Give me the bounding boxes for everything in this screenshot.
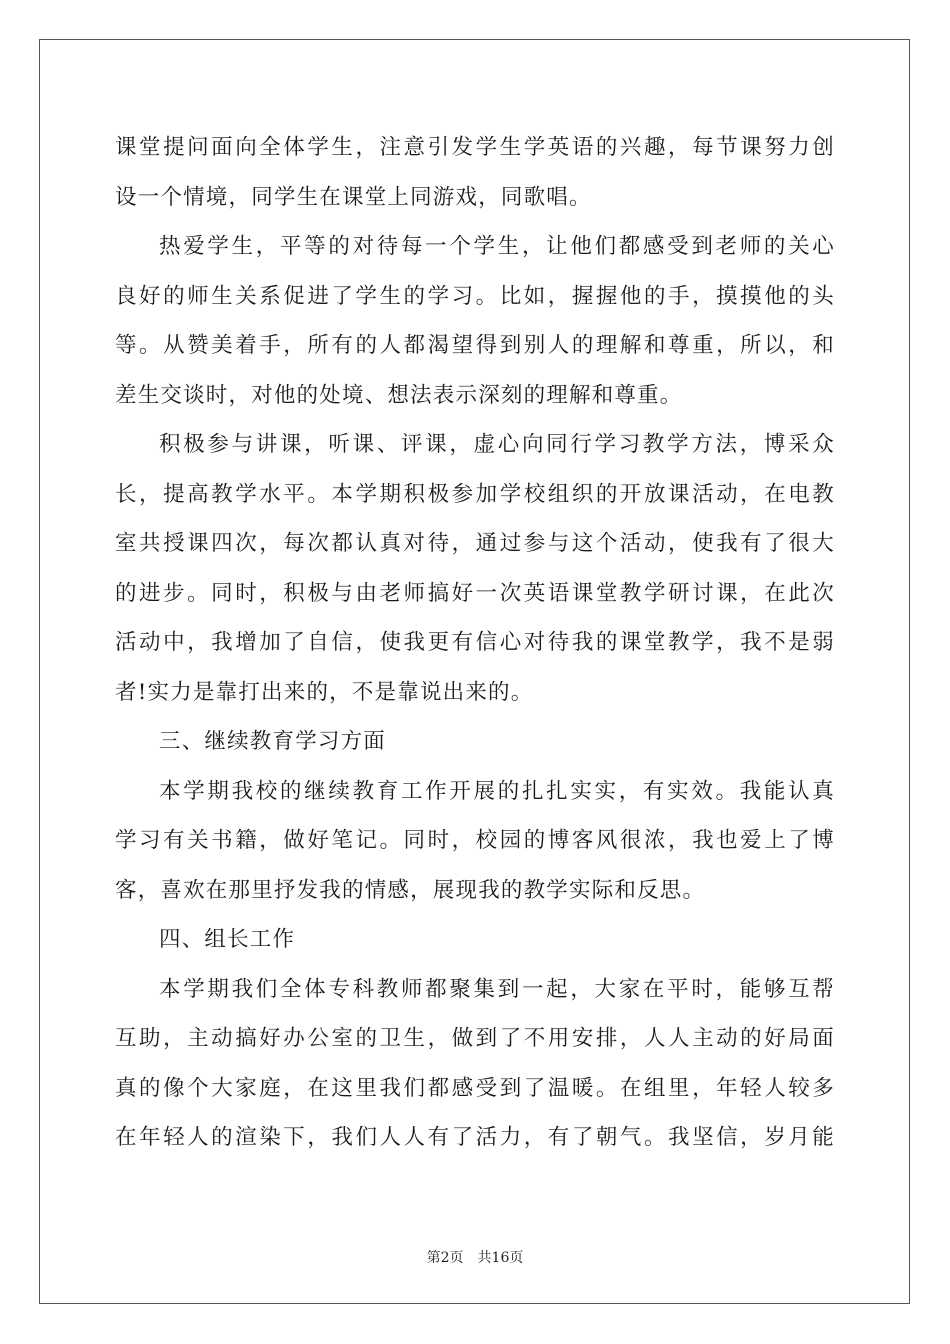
section-heading: 三、继续教育学习方面 — [159, 729, 387, 754]
text-line: 者!实力是靠打出来的，不是靠说出来的。 — [115, 679, 534, 705]
text-line: 活动中，我增加了自信，使我更有信心对待我的课堂教学，我不是弱 — [115, 630, 835, 655]
text-line: 的进步。同时，积极与由老师搞好一次英语课堂教学研讨课，在此次 — [115, 580, 835, 606]
document-body — [115, 123, 835, 1163]
text-line: 本学期我们全体专科教师都聚集到一起，大家在平时，能够互帮 — [159, 976, 835, 1002]
section-heading: 四、组长工作 — [159, 927, 296, 952]
text-line: 室共授课四次，每次都认真对待，通过参与这个活动，使我有了很大 — [115, 531, 835, 556]
text-line: 长，提高教学水平。本学期积极参加学校组织的开放课活动，在电教 — [115, 481, 835, 507]
text-line: 等。从赞美着手，所有的人都渴望得到别人的理解和尊重，所以，和 — [115, 333, 835, 358]
text-line: 本学期我校的继续教育工作开展的扎扎实实，有实效。我能认真 — [159, 778, 835, 804]
text-line: 学习有关书籍，做好笔记。同时，校园的博客风很浓，我也爱上了博 — [115, 828, 835, 853]
text-line: 积极参与讲课，听课、评课，虚心向同行学习教学方法，博采众 — [159, 432, 835, 457]
text-line: 课堂提问面向全体学生，注意引发学生学英语的兴趣，每节课努力创 — [115, 135, 835, 160]
page-footer — [0, 1247, 950, 1267]
text-line: 良好的师生关系促进了学生的学习。比如，握握他的手，摸摸他的头 — [115, 283, 835, 309]
text-line: 互助，主动搞好办公室的卫生，做到了不用安排，人人主动的好局面 — [115, 1026, 835, 1051]
page-number: 第2页 — [426, 1250, 464, 1266]
page-total: 共16页 — [477, 1250, 524, 1266]
text-line: 真的像个大家庭，在这里我们都感受到了温暖。在组里，年轻人较多 — [115, 1075, 835, 1101]
text-line: 差生交谈时，对他的处境、想法表示深刻的理解和尊重。 — [115, 382, 683, 408]
text-line: 热爱学生，平等的对待每一个学生，让他们都感受到老师的关心 — [159, 234, 835, 259]
text-line: 在年轻人的渲染下，我们人人有了活力，有了朝气。我坚信，岁月能 — [115, 1125, 835, 1150]
text-line: 客，喜欢在那里抒发我的情感，展现我的教学实际和反思。 — [115, 877, 706, 903]
text-line: 设一个情境，同学生在课堂上同游戏，同歌唱。 — [115, 184, 592, 210]
